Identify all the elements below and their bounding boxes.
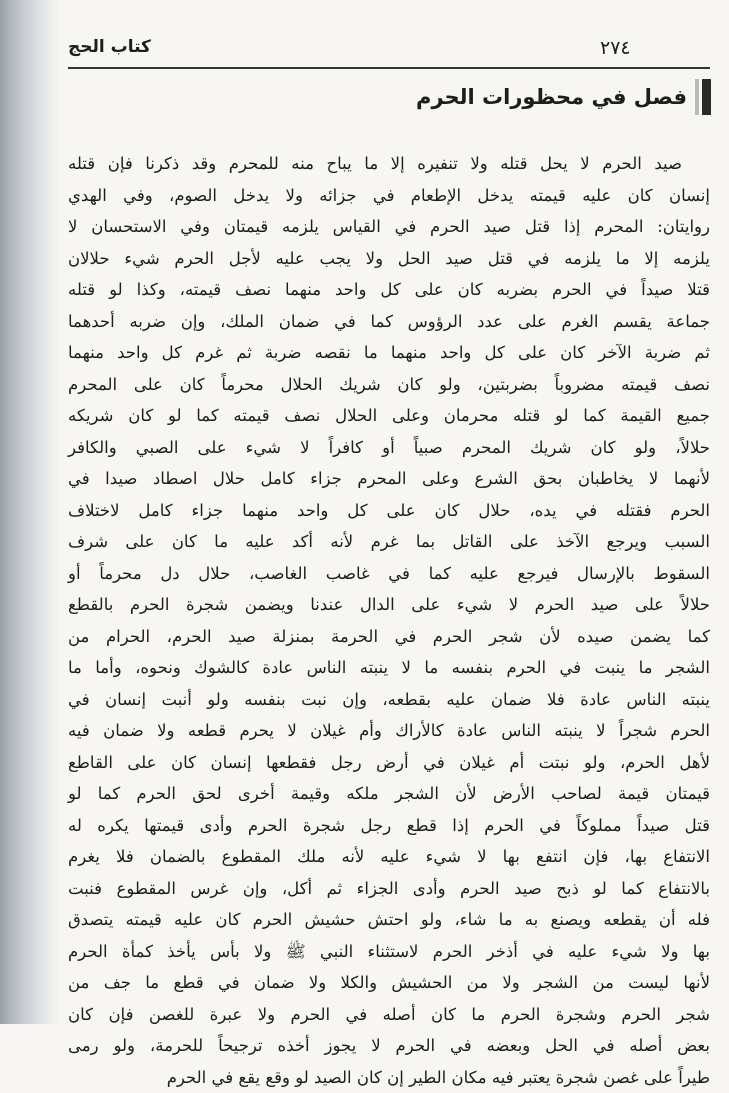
body-line: كما يضمن صيده لأن شجر الحرم في الحرمة بمنزلة صيد الحرم، الحرام من <box>68 621 710 653</box>
body-line: السبب ويرجع الآخذ على القاتل بما غرم لأنه أكد عليه ما كان على شرف <box>68 526 710 558</box>
body-line: نصف قيمته مضروباً بضربتين، ولو كان شريك الحلال محرماً كان على المحرم <box>68 369 710 401</box>
body-line: بها ولا شيء عليه في أذخر الحرم لاستثناء النبي ﷺ ولا بأس يأخذ كمأة الحرم <box>68 936 710 968</box>
body-line: السقوط بالإرسال فيرجع عليه كما في غاصب الغاصب، حلال دل محرماً أو <box>68 558 710 590</box>
body-line: قتلا صيداً في الحرم بضربه كان على كل واحد منهما نصف قيمته، وكذا لو قتله <box>68 274 710 306</box>
body-line: الانتفاع بها، فإن انتفع بها لا شيء عليه لأنه ملك المقطوع بالضمان فلا يغرم <box>68 841 710 873</box>
body-line: لأهل الحرم، ولو نبتت أم غيلان في أرض رجل فقطعها إنسان كان على القاطع <box>68 747 710 779</box>
body-line: جماعة يقسم الغرم على عدد الرؤوس كما في ضمان الملك، وإن ضربه أحدهما <box>68 306 710 338</box>
body-line: طيراً على غصن شجرة يعتبر فيه مكان الطير إن كان الصيد لو وقع يقع في الحرم <box>68 1062 710 1093</box>
body-text <box>68 148 710 1093</box>
body-line: إنسان كان عليه قيمته يدخل الإطعام في جزائه ولا يدخل الصوم، وفي الهدي <box>68 180 710 212</box>
body-line: الشجر ما ينبت في الحرم بنفسه ما لا ينبته الناس عادة كالشوك ونحوه، وأما ما <box>68 652 710 684</box>
running-head: كتاب الحج <box>68 37 208 57</box>
header-rule <box>68 67 710 69</box>
heading-marker-light <box>695 79 699 115</box>
body-line: فله أن يقطعه ويصنع به ما شاء، ولو احتش حشيش الحرم كان عليه قيمته يتصدق <box>68 904 710 936</box>
body-line: قيمتان قيمة لصاحب الأرض لأن الشجر ملكه وقيمة أخرى لحق الحرم كما لو <box>68 778 710 810</box>
body-line: لأنهما لا يخاطبان بحق الشرع وعلى المحرم جزاء كامل حلال اصطاد صيدا في <box>68 463 710 495</box>
body-line: قتل صيداً مملوكاً في الحرم إذا قطع رجل شجرة الحرم وأدى قيمتها يكره له <box>68 810 710 842</box>
section-heading-block <box>416 78 711 116</box>
body-line: ينبته الناس عادة فلا ضمان عليه بقطعه، وإن نبت بنفسه ولو أنبت إنسان في <box>68 684 710 716</box>
body-line: صيد الحرم لا يحل قتله ولا تنفيره إلا ما يباح منه للمحرم وقد ذكرنا فإن قتله <box>68 148 710 180</box>
body-line: بالانتفاع كما لو ذبح صيد الحرم وأدى الجزاء ثم أكل، وإن غرس المقطوع فنبت <box>68 873 710 905</box>
body-line: حلالاً على صيد الحرم لا شيء على الدال عندنا ويضمن شجرة الحرم بالقطع <box>68 589 710 621</box>
body-line: بعض أصله في الحل وبعضه في الحرم لا يجوز أخذه ترجيحاً للحرمة، ولو رمى <box>68 1030 710 1062</box>
body-line: روايتان: المحرم إذا قتل صيد الحرم في القياس يلزمه قيمتان وفي الاستحسان لا <box>68 211 710 243</box>
body-line: لأنها ليست من الشجر ولا من الحشيش والكلا ولا ضمان في قطع ما جف من <box>68 967 710 999</box>
body-line: ثم ضربة الآخر كان على كل واحد منهما ما نقصه ضربة ثم غرم كل واحد منهما <box>68 337 710 369</box>
page-edge-shadow <box>0 0 60 1024</box>
body-line: يلزمه إلا ما يلزمه في قتل صيد الحل ولا يجب عليه لأجل الحرم شيء حلالان <box>68 243 710 275</box>
body-line: الحرم شجراً لا ينبته الناس عادة كالأراك وأم غيلان لا يحرم قطعه ولا ضمان فيه <box>68 715 710 747</box>
body-line: جميع القيمة كما لو قتله محرمان وعلى الحلال نصف قيمته كما لو كان شريكه <box>68 400 710 432</box>
body-line: الحرم فقتله في يده، حلال كان على كل واحد منهما جزاء كامل لاختلاف <box>68 495 710 527</box>
body-line: حلالاً، ولو كان شريك المحرم صبياً أو كافراً لا شيء على الصبي والكافر <box>68 432 710 464</box>
section-heading: فصل في محظورات الحرم <box>416 85 687 109</box>
heading-marker-dark <box>702 79 711 115</box>
body-line: شجر الحرم وشجرة الحرم ما كان أصله في الحرم ولا عبرة للغصن فإن كان <box>68 999 710 1031</box>
page-number: ٢٧٤ <box>600 37 710 59</box>
